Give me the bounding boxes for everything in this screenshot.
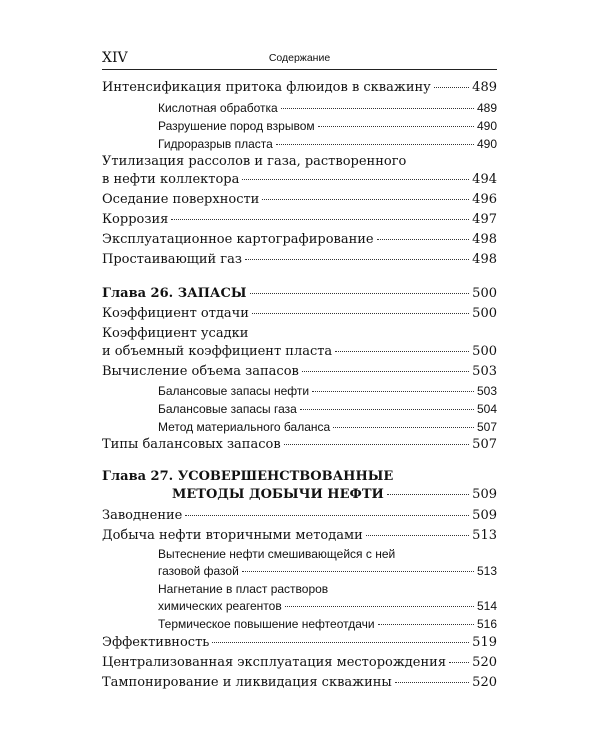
toc-entry-plugging[interactable]: Тампонирование и ликвидация скважины 520: [102, 675, 497, 690]
toc-chapter-27[interactable]: МЕТОДЫ ДОБЫЧИ НЕФТИ 509: [172, 487, 497, 502]
toc-entry-hydrofrac[interactable]: Гидроразрыв пласта 490: [158, 137, 497, 151]
toc-entry-blasting[interactable]: Разрушение пород взрывом 490: [158, 119, 497, 133]
toc-entry-volume-calculation[interactable]: Вычисление объема запасов 503: [102, 364, 497, 379]
page-number: 489: [472, 80, 497, 95]
toc-entry-subsidence[interactable]: Оседание поверхности 496: [102, 192, 497, 207]
page-number: 513: [476, 564, 497, 578]
page-number: 514: [476, 599, 497, 613]
leader-dots: [171, 219, 469, 220]
leader-dots: [185, 515, 469, 516]
leader-dots: [335, 351, 469, 352]
leader-dots: [302, 371, 469, 372]
toc-entry-secondary-recovery[interactable]: Добыча нефти вторичными методами 513: [102, 528, 497, 543]
page-number: 496: [472, 192, 497, 207]
leader-dots: [252, 313, 469, 314]
toc-chapter-27-line1[interactable]: Глава 27. УСОВЕРШЕНСТВОВАННЫЕ: [102, 469, 394, 484]
leader-dots: [300, 409, 474, 410]
page-number: 520: [472, 675, 497, 690]
toc-entry-brine-line1[interactable]: Утилизация рассолов и газа, растворенного: [102, 154, 407, 169]
toc-entry-brine[interactable]: в нефти коллектора 494: [102, 172, 497, 187]
leader-dots: [318, 126, 474, 127]
page-number: 509: [472, 508, 497, 523]
leader-dots: [395, 682, 469, 683]
leader-dots: [377, 239, 470, 240]
page-number: 513: [472, 528, 497, 543]
leader-dots: [434, 87, 469, 88]
toc-entry-chemical-line1[interactable]: Нагнетание в пласт растворов: [158, 582, 329, 596]
toc-entry-thermal[interactable]: Термическое повышение нефтеотдачи 516: [158, 617, 497, 631]
toc-entry-material-balance[interactable]: Метод материального баланса 507: [158, 420, 497, 434]
leader-dots: [242, 179, 469, 180]
page-number: 494: [472, 172, 497, 187]
toc-entry-chemical[interactable]: химических реагентов 514: [158, 599, 497, 613]
toc-entry-recovery-factor[interactable]: Коэффициент отдачи 500: [102, 306, 497, 321]
toc-entry-shrinkage-line1[interactable]: Коэффициент усадки: [102, 326, 249, 341]
leader-dots: [212, 642, 469, 643]
page-number: 520: [472, 655, 497, 670]
toc-entry-efficiency[interactable]: Эффективность 519: [102, 635, 497, 650]
leader-dots: [281, 108, 474, 109]
page-folio: XIV: [102, 50, 128, 66]
leader-dots: [262, 199, 469, 200]
toc-entry-centralized[interactable]: Централизованная эксплуатация месторождения 520: [102, 655, 497, 670]
toc-entry-shrinkage[interactable]: и объемный коэффициент пласта 500: [102, 344, 497, 359]
toc-entry-acid-treatment[interactable]: Кислотная обработка 489: [158, 101, 497, 115]
leader-dots: [366, 535, 469, 536]
page-number: 500: [472, 286, 497, 301]
page-number: 503: [476, 384, 497, 398]
toc-entry-reserve-types[interactable]: Типы балансовых запасов 507: [102, 437, 497, 452]
page-number: 507: [476, 420, 497, 434]
leader-dots: [250, 293, 470, 294]
leader-dots: [276, 144, 474, 145]
page-number: 500: [472, 306, 497, 321]
page-number: 507: [472, 437, 497, 452]
leader-dots: [242, 571, 474, 572]
leader-dots: [333, 427, 474, 428]
leader-dots: [245, 259, 469, 260]
page-number: 490: [476, 119, 497, 133]
toc-entry-mapping[interactable]: Эксплуатационное картографирование 498: [102, 232, 497, 247]
page-number: 497: [472, 212, 497, 227]
page-number: 504: [476, 402, 497, 416]
page-number: 490: [476, 137, 497, 151]
toc-entry-oil-reserves[interactable]: Балансовые запасы нефти 503: [158, 384, 497, 398]
leader-dots: [285, 606, 474, 607]
page-number: 516: [476, 617, 497, 631]
page-number: 498: [472, 252, 497, 267]
page-number: 500: [472, 344, 497, 359]
leader-dots: [449, 662, 469, 663]
page-number: 519: [472, 635, 497, 650]
running-title: Содержание: [268, 52, 331, 64]
toc-entry-intensification[interactable]: Интенсификация притока флюидов в скважину 489: [102, 80, 497, 95]
toc-entry-miscible-line1[interactable]: Вытеснение нефти смешивающейся с ней: [158, 547, 396, 561]
leader-dots: [284, 444, 470, 445]
leader-dots: [387, 494, 469, 495]
toc-entry-flooding[interactable]: Заводнение 509: [102, 508, 497, 523]
toc-entry-idle-gas[interactable]: Простаивающий газ 498: [102, 252, 497, 267]
toc-chapter-26[interactable]: Глава 26. ЗАПАСЫ 500: [102, 286, 497, 301]
leader-dots: [378, 624, 474, 625]
page-number: 503: [472, 364, 497, 379]
page-number: 509: [472, 487, 497, 502]
page-number: 489: [476, 101, 497, 115]
toc-entry-miscible[interactable]: газовой фазой 513: [158, 564, 497, 578]
leader-dots: [312, 391, 474, 392]
page-number: 498: [472, 232, 497, 247]
toc-entry-gas-reserves[interactable]: Балансовые запасы газа 504: [158, 402, 497, 416]
toc-entry-corrosion[interactable]: Коррозия 497: [102, 212, 497, 227]
